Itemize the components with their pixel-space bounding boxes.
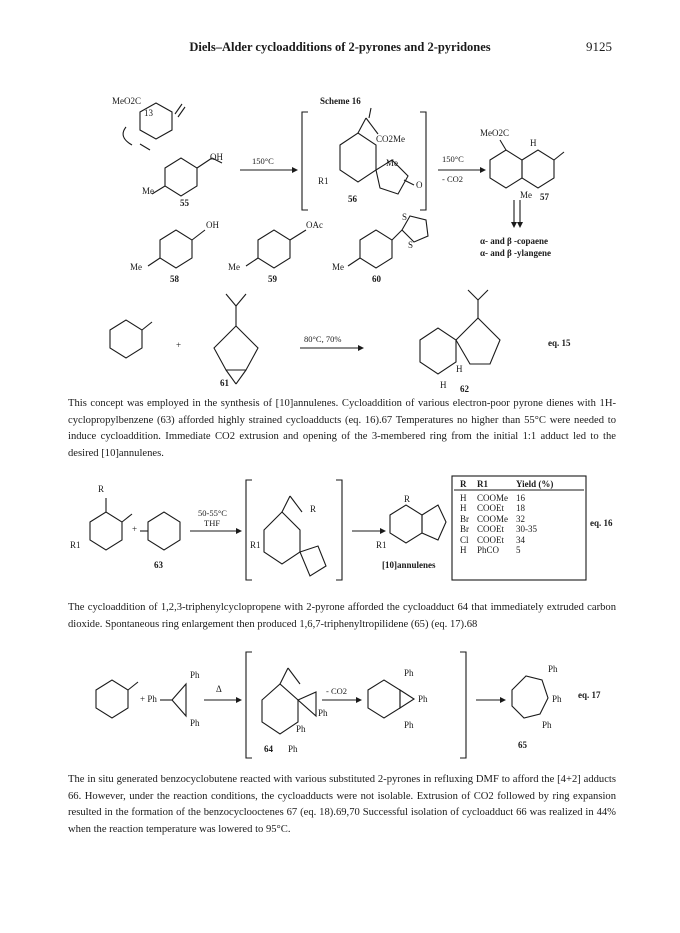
label-s-60a: S (402, 212, 408, 222)
label-plus-ph: + Ph (140, 694, 157, 704)
compound-number-61: 61 (220, 378, 229, 388)
table-cell: COOEt (477, 503, 504, 513)
condition-150c-1: 150°C (252, 156, 274, 166)
label-ph-top: Ph (190, 670, 200, 680)
label-r-adduct: R (310, 504, 317, 514)
label-me-56: Me (386, 158, 398, 168)
label-r-annulene: R (404, 494, 411, 504)
label-oh-55: OH (210, 152, 223, 162)
eq17-pyrone-structure (96, 680, 138, 718)
label-me-57: Me (520, 190, 532, 200)
table-cell: Br (460, 524, 469, 534)
label-s-60b: S (408, 240, 414, 250)
table-cell: H (460, 545, 467, 555)
annulene-structure (390, 505, 446, 543)
table-header-r: R (460, 479, 467, 489)
compound-number-62: 62 (460, 384, 469, 394)
label-co2me: CO2Me (376, 134, 405, 144)
label-ph-nor-c: Ph (404, 720, 414, 730)
label-ph-64a: Ph (318, 708, 328, 718)
table-cell: COOMe (477, 492, 508, 503)
yield-table (456, 479, 557, 556)
label-h-62a: H (456, 364, 463, 374)
triphenylcyclopropene-structure (160, 684, 186, 716)
label-r1-56: R1 (318, 176, 329, 186)
norcaradiene-structure (368, 680, 414, 718)
table-cell: PhCO (477, 545, 500, 555)
condition-minus-co2: - CO2 (442, 174, 464, 184)
annulenes-label: [10]annulenes (382, 560, 436, 570)
table-cell: 5 (516, 545, 521, 555)
equation-label-17: eq. 17 (578, 690, 601, 700)
label-o-56: O (416, 180, 423, 190)
label-r1-eq16: R1 (70, 540, 81, 550)
table-row (456, 503, 557, 514)
compound-number-63: 63 (154, 560, 163, 570)
table-cell: 16 (516, 492, 525, 503)
label-oac-59: OAc (306, 220, 323, 230)
label-me-60: Me (332, 262, 344, 272)
scheme-title: Scheme 16 (320, 96, 361, 106)
equation-label-16: eq. 16 (590, 518, 613, 528)
label-oh-58: OH (206, 220, 219, 230)
paragraph-annulenes: This concept was employed in the synthesis of [10]annulenes. Cycloaddition of various electron-poor pyrone dienes with 1H-cyclopropylbenzene (63) afforded highly strained cycloadducts (eq. 16).67 Temperatures no higher than 55°C were needed to induce cycloaddition. Immediate CO2 extrusion and opening of the 3-membered ring from the initial 1:1 adduct led to the desired [10]annulenes. (68, 398, 616, 459)
compound-number-59: 59 (268, 274, 277, 284)
label-me-58: Me (130, 262, 142, 272)
label-ph-65b: Ph (552, 694, 562, 704)
equation-label-15: eq. 15 (548, 338, 571, 348)
product-ylangene: α- and β -ylangene (480, 248, 552, 258)
eq16-adduct-structure (264, 496, 326, 576)
compound-63-structure (140, 512, 180, 550)
label-me-59: Me (228, 262, 240, 272)
label-r-eq16: R (98, 484, 105, 494)
eq15-pyrone-structure (110, 320, 152, 358)
running-header: Diels–Alder cycloadditions of 2-pyrones and 2-pyridones (189, 40, 491, 54)
table-cell: Cl (460, 534, 469, 545)
paragraph-triphenylcyclopropene: The cycloaddition of 1,2,3-triphenylcyclopropene with 2-pyrone afforded the cycloadduct 64 that immediately extruded carbon dioxide. Spontaneous ring enlargement then produced 1,6,7-triphenyltropilidene (65) (eq. 17).68 (68, 602, 616, 630)
page-number: 9125 (586, 39, 612, 54)
table-row (456, 514, 557, 525)
label-me-55: Me (142, 186, 154, 196)
table-cell: H (460, 492, 467, 503)
table-cell: COOEt (477, 534, 504, 545)
product-copaene: α- and β -copaene (480, 236, 549, 246)
table-row (456, 545, 557, 556)
compound-60-structure (348, 216, 428, 268)
compound-number-60: 60 (372, 274, 381, 284)
eq16-pyrone-structure (90, 498, 132, 550)
condition-150c-2: 150°C (442, 154, 464, 164)
compound-65-structure (512, 676, 548, 718)
table-row (456, 493, 557, 504)
compound-59-structure (246, 230, 306, 268)
table-cell: Br (460, 513, 469, 524)
delta-sign: Δ (216, 684, 222, 694)
label-ring-number: 13 (144, 108, 153, 118)
compound-number-55: 55 (180, 198, 189, 208)
label-r1-adduct: R1 (250, 540, 261, 550)
compound-62-structure (420, 290, 500, 374)
label-ph-64c: Ph (288, 744, 298, 754)
table-header-r1: R1 (477, 479, 488, 489)
table-header-row (456, 479, 557, 490)
compound-number-56: 56 (348, 194, 357, 204)
table-row (456, 524, 557, 535)
table-header-yield: Yield (%) (516, 479, 554, 489)
table-cell: 34 (516, 534, 525, 545)
label-ph-65c: Ph (542, 720, 552, 730)
table-cell: COOEt (477, 524, 504, 534)
compound-number-58: 58 (170, 274, 179, 284)
compound-55-structure (123, 103, 222, 196)
label-r1-annulene: R1 (376, 540, 387, 550)
table-cell: 32 (516, 513, 525, 524)
label-ph-nor-a: Ph (404, 668, 414, 678)
plus-sign-eq15: + (176, 340, 182, 350)
label-meo2c-57: MeO2C (480, 128, 509, 138)
condition-eq15: 80°C, 70% (304, 334, 342, 344)
condition-minus-co2-eq17: - CO2 (326, 686, 348, 696)
table-cell: COOMe (477, 513, 508, 524)
paragraph-benzocyclobutene: The in situ generated benzocyclobutene reacted with various substituted 2-pyrones in refluxing DMF to afford the [4+2] adducts 66. However, under the reaction conditions, the cycloadducts were not isolable. Extrusion of CO2 followed by ring expansion resulted in the formation of the benzocyclooctenes 67 (eq. 18).69,70 Successful isolation of cycloadduct 66 was realized in 44% when the reaction temperature was lowered to 95°C. (68, 774, 616, 835)
table-cell: H (460, 503, 467, 513)
table-cell: 18 (516, 503, 525, 513)
label-h-62b: H (440, 380, 447, 390)
label-ph-64b: Ph (296, 724, 306, 734)
plus-sign-eq16: + (132, 524, 138, 534)
label-ph-bottom: Ph (190, 718, 200, 728)
compound-61-structure (214, 294, 258, 384)
condition-eq16-solvent: THF (204, 518, 221, 528)
label-ph-65a: Ph (548, 664, 558, 674)
compound-56-structure (302, 108, 426, 210)
compound-number-65: 65 (518, 740, 527, 750)
compound-64-structure (262, 668, 316, 734)
table-cell: 30-35 (516, 524, 537, 534)
label-ph-nor-b: Ph (418, 694, 428, 704)
label-meo2c-top: MeO2C (112, 96, 141, 106)
compound-58-structure (148, 230, 205, 268)
table-row (456, 535, 557, 546)
compound-57-structure (490, 140, 564, 188)
compound-number-57: 57 (540, 192, 549, 202)
compound-number-64: 64 (264, 744, 273, 754)
condition-eq16-temp: 50-55°C (198, 508, 227, 518)
label-h-57: H (530, 138, 537, 148)
